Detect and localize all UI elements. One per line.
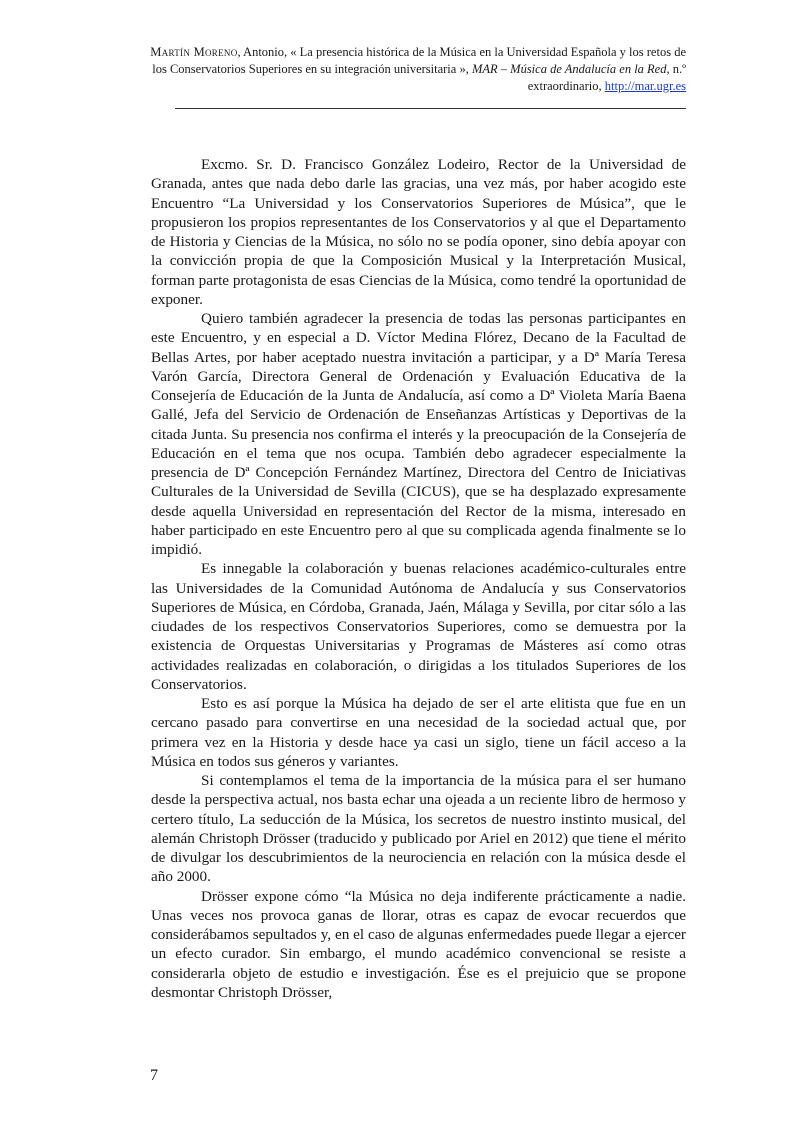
paragraph: Excmo. Sr. D. Francisco González Lodeiro, Rector de la Universidad de Granada, antes que nada debo darle las gracias, una vez más, por haber acogido este Encuentro “La Universidad y los Conservatorios Superiores de Música”, que le propusieron los propios representantes de los Conservatorios y al que el Departamento de Historia y Ciencias de la Música, no sólo no se podía oponer, sino debía apoyar con la convicción propia de que la Composición Musical y la Interpretación Musical, forman parte protagonista de esas Ciencias de la Música, como tendré la oportunidad de exponer. <box>151 156 686 308</box>
paragraph: Si contemplamos el tema de la importancia de la música para el ser humano desde la perspectiva actual, nos basta echar una ojeada a un reciente libro de hermoso y certero título, La seducción de la Música, los secretos de nuestro instinto musical, del alemán Christoph Drösser (traducido y publicado por Ariel en 2012) que tiene el mérito de divulgar los descubrimientos de la neurociencia en relación con la música desde el año 2000. <box>151 772 686 886</box>
page-number: 7 <box>150 1067 158 1084</box>
header-issue: , n.º extraordinario, <box>527 62 686 93</box>
body-text <box>151 155 686 1002</box>
paragraph: Drösser expone cómo “la Música no deja indiferente prácticamente a nadie. Unas veces nos provoca ganas de llorar, otras es capaz de evocar recuerdos que considerábamos sepultados y, en el caso de algunas enfermedades puede llegar a ejercer un efecto curador. Sin embargo, el mundo académico convencional se resiste a considerarla objeto de estudio e investigación. Ése es el prejuicio que se propone desmontar Christoph Drösser, <box>151 887 686 1001</box>
paragraph: Es innegable la colaboración y buenas relaciones académico-culturales entre las Universidades de la Comunidad Autónoma de Andalucía y sus Conservatorios Superiores de Música, en Córdoba, Granada, Jaén, Málaga y Sevilla, por citar sólo a las ciudades de los respectivos Conservatorios Superiores, como se demuestra por la existencia de Orquestas Universitarias y Programas de Másteres así como otras actividades realizadas en colaboración, o dirigidas a los titulados Superiores de los Conservatorios. <box>151 560 686 693</box>
running-header <box>150 44 686 95</box>
header-journal: MAR – Música de Andalucía en la Red <box>471 62 667 76</box>
header-rule <box>175 108 686 109</box>
header-url-link[interactable]: http://mar.ugr.es <box>604 79 686 93</box>
header-author: Martín Moreno <box>150 45 238 59</box>
paragraph: Esto es así porque la Música ha dejado de ser el arte elitista que fue en un cercano pasado para convertirse en una necesidad de la sociedad actual que, por primera vez en la Historia y desde hace ya casi un siglo, tiene un fácil acceso a la Música en todos sus géneros y variantes. <box>151 695 686 770</box>
header-citation: , Antonio, « La presencia histórica de la Música en la Universidad Española y los retos de los Conservatorios Superiores en su integración universitaria », <box>152 45 686 76</box>
paragraph: Quiero también agradecer la presencia de todas las personas participantes en este Encuentro, y en especial a D. Víctor Medina Flórez, Decano de la Facultad de Bellas Artes, por haber aceptado nuestra invitación a participar, y a Dª María Teresa Varón García, Directora General de Ordenación y Evaluación Educativa de la Consejería de Educación de la Junta de Andalucía, así como a Dª Violeta María Baena Gallé, Jefa del Servicio de Ordenación de Enseñanzas Artísticas y Deportivas de la citada Junta. Su presencia nos confirma el interés y la preocupación de la Consejería de Educación en el tema que nos ocupa. También debo agradecer especialmente la presencia de Dª Concepción Fernández Martínez, Directora del Centro de Iniciativas Culturales de la Universidad de Sevilla (CICUS), que se ha desplazado expresamente desde aquella Universidad en representación del Rector de la misma, interesado en haber participado en este Encuentro pero al que su complicada agenda finalmente se lo impidió. <box>151 310 686 558</box>
